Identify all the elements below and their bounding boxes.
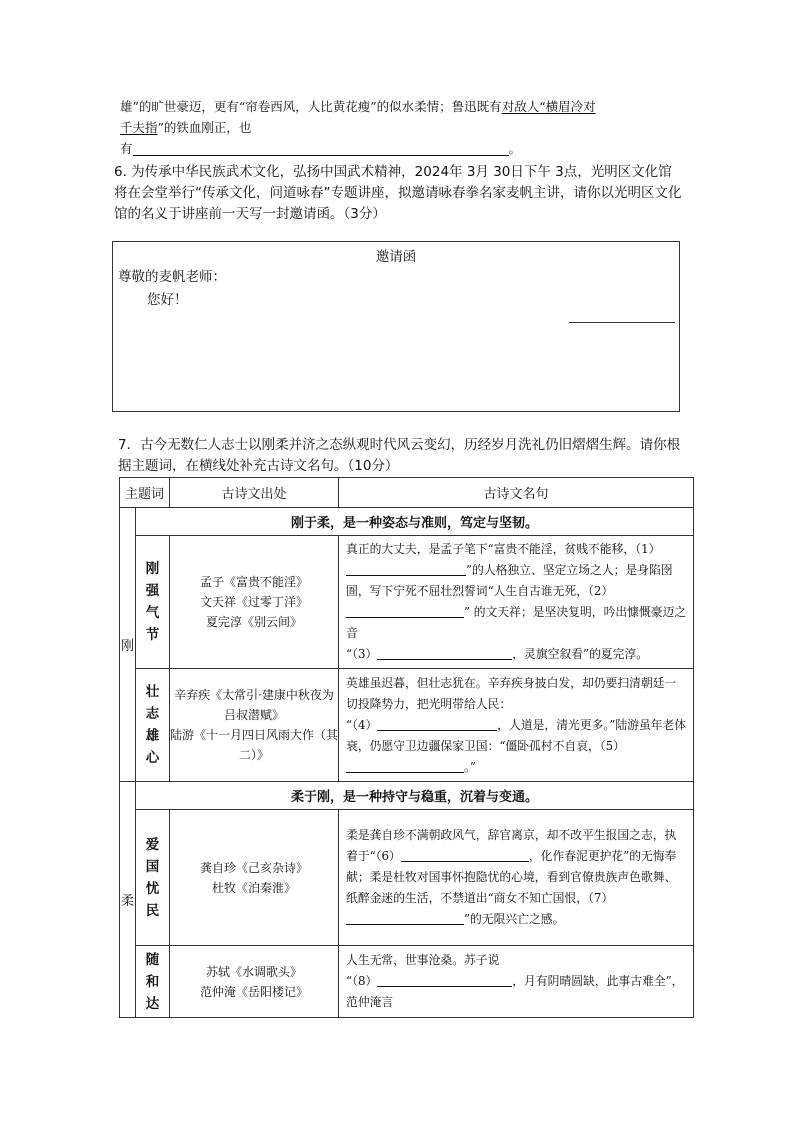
header-source: 古诗文出处	[170, 478, 339, 508]
invitation-title: 邀请函	[375, 249, 417, 265]
source-cell: 苏轼《水调歌头》 范仲淹《岳阳楼记》	[170, 946, 339, 1018]
blank-6[interactable]	[401, 848, 529, 862]
prev-line3-suffix: 。	[508, 141, 522, 156]
invitation-hello: 您好！	[147, 292, 188, 308]
poetry-table	[119, 477, 694, 1018]
question-7: 7．古今无数仁人志士以刚柔并济之态纵观时代风云变幻，历经岁月洗礼仍旧熠熠生辉。请你根据主题词，在横线处补充古诗文名句。（10分）	[118, 437, 681, 474]
blank-5[interactable]	[346, 759, 464, 773]
quote-cell: 柔是龚自珍不满朝政风气，辞官离京，却不改平生报国之志，执着于“（6） ，化作春泥更护花”的无悔奉献；柔是杜牧对国事怀抱隐忧的心境，看到官僚贵族声色歌舞、纸醉金迷的生活，不禁道出“商女不知亡国恨，（7）”的无限兴亡之感。	[339, 810, 694, 946]
answer-blank[interactable]	[133, 141, 509, 156]
table-row	[120, 536, 694, 669]
quote-cell: 人生无常，世事沧桑。苏子说 “（8） ，月有阴晴圆缺，此事古难全”，范仲淹言	[339, 946, 694, 1018]
source-cell: 辛弃疾《太常引·建康中秋夜为吕叔潜赋》 陆游《十一月四日风雨大作（其二）》	[170, 669, 339, 782]
subtopic-name: 随 和 达	[136, 946, 170, 1018]
signature-line[interactable]	[569, 322, 675, 323]
prev-line2-underlined: 千夫指	[120, 120, 158, 135]
prev-line2-text: ”的铁血刚正，也	[157, 120, 252, 135]
table-row	[120, 946, 694, 1018]
prev-line1-underlined: 对敌人“横眉冷对	[501, 99, 596, 114]
source-cell: 孟子《富贵不能淫》 文天祥《过零丁洋》 夏完淳《别云间》	[170, 536, 339, 669]
prev-question-line-3	[120, 139, 521, 159]
source-cell: 龚自珍《己亥杂诗》 杜牧《泊秦淮》	[170, 810, 339, 946]
topic-row-gang: 刚于柔，是一种姿态与准则，笃定与坚韧。	[136, 508, 694, 536]
section-label-gang: 刚	[120, 508, 136, 782]
question-6: 6. 为传承中华民族武术文化，弘扬中国武术精神，2024年 3月 30日下午 3点，光明区文化馆将在会堂举行“传承文化，问道咏春”专题讲座，拟邀请咏春拳名家麦帆主讲，请你以光明区文化馆的名义于讲座前一天写一封邀请函。（3分）	[114, 164, 682, 222]
subtopic-name: 爱 国 忧 民	[136, 810, 170, 946]
header-topic: 主题词	[120, 478, 170, 508]
blank-1[interactable]	[346, 562, 466, 576]
quote-cell: 英雄虽迟暮，但壮志犹在。辛弃疾身披白发，却仍要扫清朝廷一切投降势力，把光明带给人民： “（4） ，人道是，清光更多。”陆游虽年老体衰，仍愿守卫边疆保家卫国：“僵卧孤村不自哀，（5）。”	[339, 669, 694, 782]
invitation-greeting: 尊敬的麦帆老师：	[118, 269, 226, 285]
header-quote: 古诗文名句	[339, 478, 694, 508]
quote-cell: 真正的大丈夫，是孟子笔下“富贵不能淫，贫贱不能移，（1）”的人格独立、坚定立场之人；是身陷囹圄，写下宁死不屈壮烈誓词“人生自古谁无死，（2）” 的文天祥；是坚决复明，吟出慷慨豪迈之音 “（3） ，灵旗空叙看”的夏完淳。	[339, 536, 694, 669]
blank-8[interactable]	[377, 973, 512, 987]
subtopic-name: 刚 强 气 节	[136, 536, 170, 669]
blank-7[interactable]	[346, 911, 464, 925]
blank-4[interactable]	[377, 717, 497, 731]
invitation-box[interactable]	[112, 241, 680, 412]
topic-row-rou: 柔于刚，是一种持守与稳重，沉着与变通。	[136, 782, 694, 810]
prev-line3-prefix: 有	[120, 141, 133, 156]
prev-line1-text: 雄”的旷世豪迈，更有“帘卷西风，人比黄花瘦”的似水柔情；鲁迅既有	[120, 99, 502, 114]
prev-question-line-1	[120, 97, 596, 117]
prev-question-line-2	[120, 118, 251, 138]
subtopic-name: 壮 志 雄 心	[136, 669, 170, 782]
table-row	[120, 669, 694, 782]
table-header-row	[120, 478, 694, 508]
blank-2[interactable]	[346, 604, 464, 618]
blank-3[interactable]	[377, 646, 512, 660]
table-row	[120, 810, 694, 946]
section-label-rou: 柔	[120, 782, 136, 1018]
